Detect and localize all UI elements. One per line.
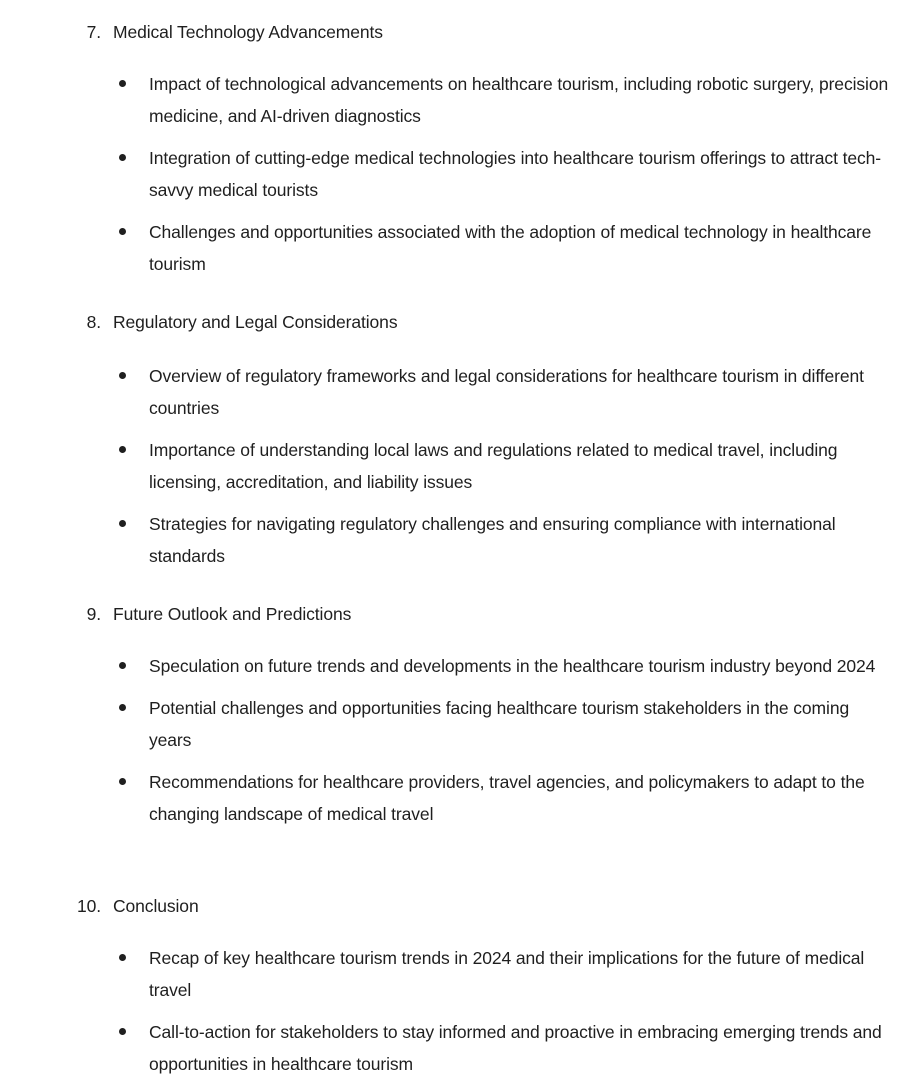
- section-title: Future Outlook and Predictions: [113, 604, 352, 624]
- list-item: Recap of key healthcare tourism trends in 2024 and their implications for the future of medical travel: [0, 942, 905, 1006]
- section-number: 8.: [86, 312, 101, 332]
- bullet-dot-icon: [119, 372, 126, 379]
- bullet-list: [0, 68, 905, 280]
- list-item: Overview of regulatory frameworks and legal considerations for healthcare tourism in different countries: [0, 360, 905, 424]
- section-9: [0, 596, 905, 830]
- list-item: Importance of understanding local laws and regulations related to medical travel, including licensing, accreditation, and liability issues: [0, 434, 905, 498]
- bullet-dot-icon: [119, 954, 126, 961]
- section-number: 7.: [86, 22, 101, 42]
- section-7: [0, 14, 905, 280]
- bullet-list: [0, 360, 905, 572]
- bullet-dot-icon: [119, 446, 126, 453]
- bullet-dot-icon: [119, 778, 126, 785]
- list-item: Impact of technological advancements on healthcare tourism, including robotic surgery, precision medicine, and AI-driven diagnostics: [0, 68, 905, 132]
- bullet-dot-icon: [119, 228, 126, 235]
- section-number: 10.: [76, 896, 101, 916]
- bullet-dot-icon: [119, 1028, 126, 1035]
- bullet-dot-icon: [119, 520, 126, 527]
- section-title: Medical Technology Advancements: [113, 22, 383, 42]
- list-item: Challenges and opportunities associated with the adoption of medical technology in healthcare tourism: [0, 216, 905, 280]
- section-heading: [0, 14, 905, 50]
- section-title: Conclusion: [113, 896, 199, 916]
- list-item: Call-to-action for stakeholders to stay informed and proactive in embracing emerging trends and opportunities in healthcare tourism: [0, 1016, 905, 1080]
- section-8: [0, 304, 905, 572]
- bullet-dot-icon: [119, 704, 126, 711]
- section-heading: [0, 888, 905, 924]
- section-number: 9.: [86, 604, 101, 624]
- bullet-dot-icon: [119, 662, 126, 669]
- section-title: Regulatory and Legal Considerations: [113, 312, 398, 332]
- bullet-dot-icon: [119, 154, 126, 161]
- list-item: Integration of cutting-edge medical technologies into healthcare tourism offerings to attract tech-savvy medical tourists: [0, 142, 905, 206]
- list-item: Speculation on future trends and developments in the healthcare tourism industry beyond 2024: [0, 650, 905, 682]
- bullet-list: [0, 942, 905, 1080]
- list-item: Potential challenges and opportunities facing healthcare tourism stakeholders in the coming years: [0, 692, 905, 756]
- bullet-list: [0, 650, 905, 830]
- list-item: Strategies for navigating regulatory challenges and ensuring compliance with international standards: [0, 508, 905, 572]
- section-heading: [0, 596, 905, 632]
- list-item: Recommendations for healthcare providers, travel agencies, and policymakers to adapt to the changing landscape of medical travel: [0, 766, 905, 830]
- section-10: [0, 888, 905, 1080]
- bullet-dot-icon: [119, 80, 126, 87]
- section-heading: [0, 304, 905, 340]
